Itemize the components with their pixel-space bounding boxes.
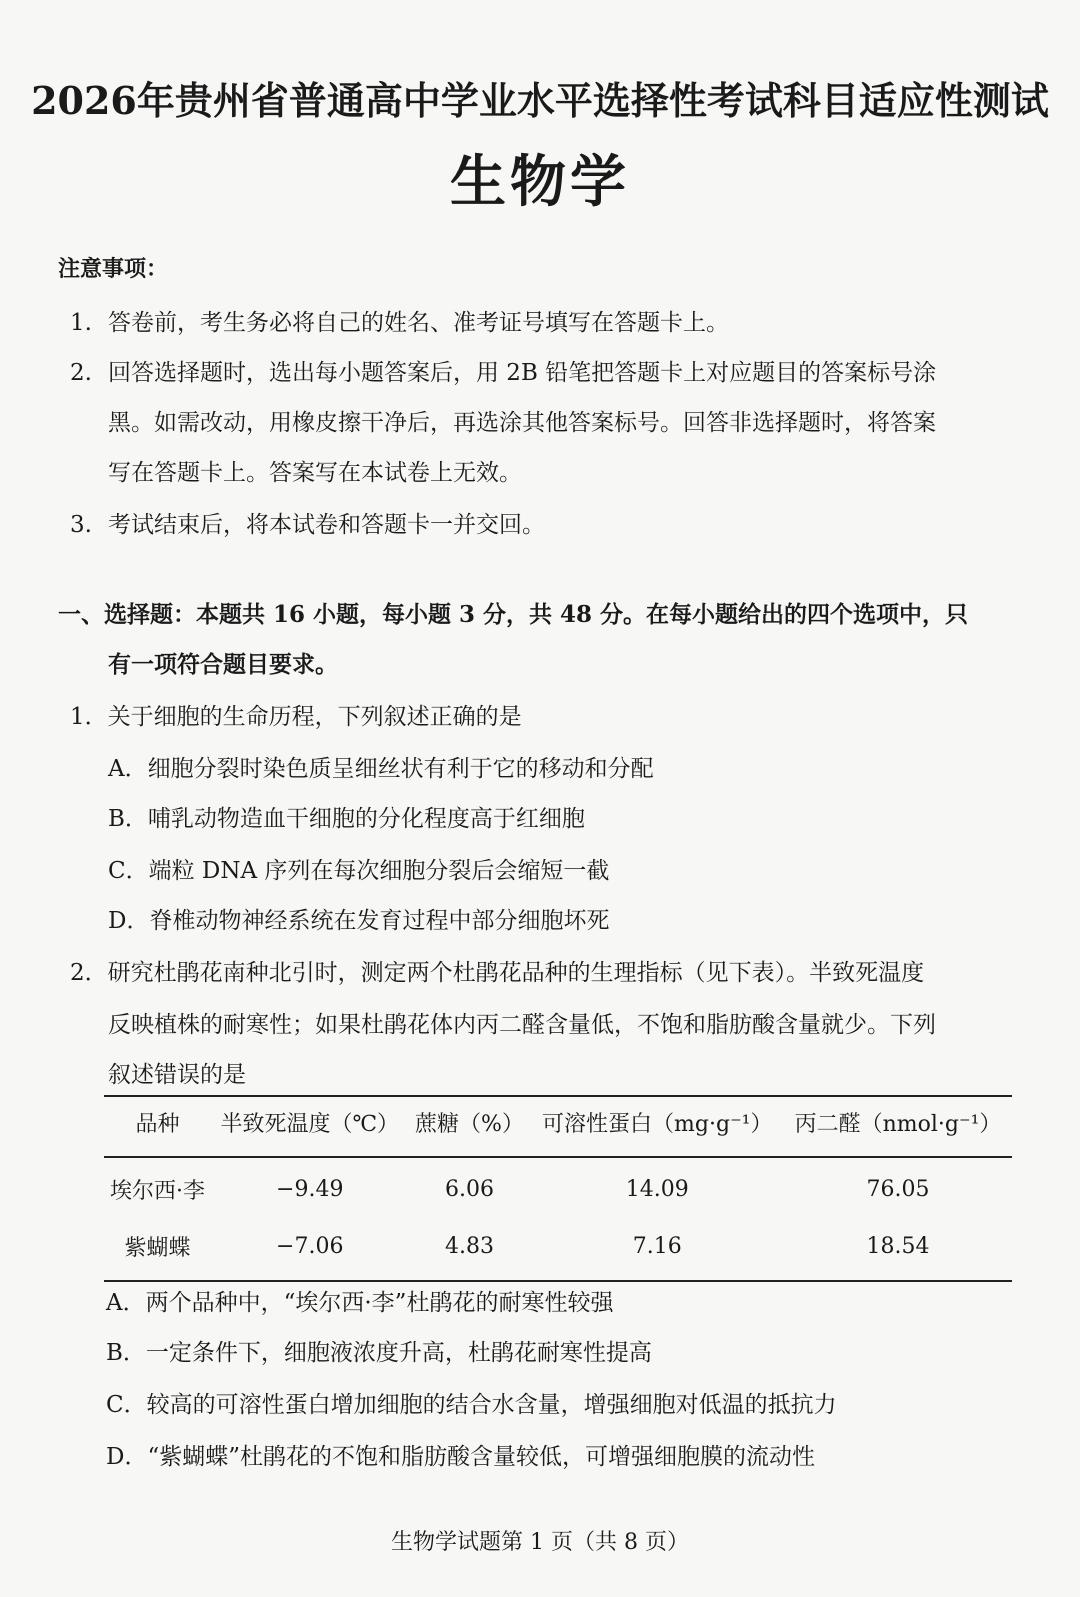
column-header-lethal-temp: 半致死温度（℃） bbox=[211, 1096, 408, 1157]
table-cell: 7.16 bbox=[531, 1215, 784, 1281]
column-header-mda: 丙二醛（nmol·g⁻¹） bbox=[784, 1096, 1012, 1157]
question-2-option-c: C．较高的可溶性蛋白增加细胞的结合水含量，增强细胞对低温的抵抗力 bbox=[106, 1392, 837, 1418]
question-1-stem: 1．关于细胞的生命历程，下列叙述正确的是 bbox=[70, 704, 522, 730]
table-row bbox=[104, 1157, 1012, 1215]
notice-item-2 bbox=[70, 354, 936, 387]
question-1-option-b: B．哺乳动物造血干细胞的分化程度高于红细胞 bbox=[108, 806, 585, 832]
notice-item-2-line2: 黑。如需改动，用橡皮擦干净后，再选涂其他答案标号。回答非选择题时，将答案 bbox=[108, 410, 936, 436]
table-cell: 紫蝴蝶 bbox=[104, 1215, 211, 1281]
column-header-sucrose: 蔗糖（%） bbox=[408, 1096, 530, 1157]
notice-item-2-line3: 写在答题卡上。答案写在本试卷上无效。 bbox=[108, 460, 522, 486]
question-2-stem: 2．研究杜鹃花南种北引时，测定两个杜鹃花品种的生理指标（见下表）。半致死温度 bbox=[70, 960, 925, 986]
notice-item-text: 考试结束后，将本试卷和答题卡一并交回。 bbox=[108, 512, 545, 538]
notice-item-number: 1. bbox=[70, 310, 92, 336]
column-header-soluble-protein: 可溶性蛋白（mg·g⁻¹） bbox=[531, 1096, 784, 1157]
section-1-heading-cont: 有一项符合题目要求。 bbox=[108, 651, 338, 678]
page-footer: 生物学试题第 1 页（共 8 页） bbox=[391, 1530, 689, 1555]
table-cell: −9.49 bbox=[276, 1177, 344, 1202]
notice-item-3 bbox=[70, 506, 545, 539]
physiology-table bbox=[104, 1095, 1012, 1282]
table-cell: 18.54 bbox=[784, 1215, 1012, 1281]
question-2-option-a: A．两个品种中，“埃尔西·李”杜鹃花的耐寒性较强 bbox=[106, 1290, 614, 1316]
question-2-option-b: B．一定条件下，细胞液浓度升高，杜鹃花耐寒性提高 bbox=[106, 1340, 652, 1366]
table-header-row bbox=[104, 1096, 1012, 1157]
table-cell: 14.09 bbox=[625, 1177, 689, 1202]
exam-title: 2026年贵州省普通高中学业水平选择性考试科目适应性测试 bbox=[31, 78, 1049, 123]
question-1-option-d: D．脊椎动物神经系统在发育过程中部分细胞坏死 bbox=[108, 908, 610, 934]
notice-item-number: 3. bbox=[70, 512, 92, 538]
question-2-stem-line3: 叙述错误的是 bbox=[108, 1062, 246, 1088]
question-1-option-a: A．细胞分裂时染色质呈细丝状有利于它的移动和分配 bbox=[108, 756, 654, 782]
subject-title: 生物学 bbox=[450, 149, 630, 215]
question-1-option-c: C．端粒 DNA 序列在每次细胞分裂后会缩短一截 bbox=[108, 858, 610, 884]
notice-item-text: 答卷前，考生务必将自己的姓名、准考证号填写在答题卡上。 bbox=[108, 310, 729, 336]
notice-item-text: 回答选择题时，选出每小题答案后，用 2B 铅笔把答题卡上对应题目的答案标号涂 bbox=[108, 360, 937, 386]
column-header-variety: 品种 bbox=[104, 1096, 211, 1157]
section-1-heading: 一、选择题：本题共 16 小题，每小题 3 分，共 48 分。在每小题给出的四个选项中，只 bbox=[58, 601, 969, 628]
table-cell: 76.05 bbox=[866, 1177, 930, 1202]
notice-heading: 注意事项： bbox=[58, 256, 169, 282]
notice-item-number: 2. bbox=[70, 360, 92, 386]
table-cell: 6.06 bbox=[445, 1177, 494, 1202]
question-2-option-d: D．“紫蝴蝶”杜鹃花的不饱和脂肪酸含量较低，可增强细胞膜的流动性 bbox=[106, 1444, 815, 1470]
table-cell: 埃尔西·李 bbox=[110, 1179, 206, 1204]
notice-item-1 bbox=[70, 304, 729, 337]
table-cell: 4.83 bbox=[408, 1215, 530, 1281]
table-cell: −7.06 bbox=[211, 1215, 408, 1281]
table-row bbox=[104, 1215, 1012, 1281]
question-2-stem-line2: 反映植株的耐寒性；如果杜鹃花体内丙二醛含量低，不饱和脂肪酸含量就少。下列 bbox=[108, 1012, 936, 1038]
